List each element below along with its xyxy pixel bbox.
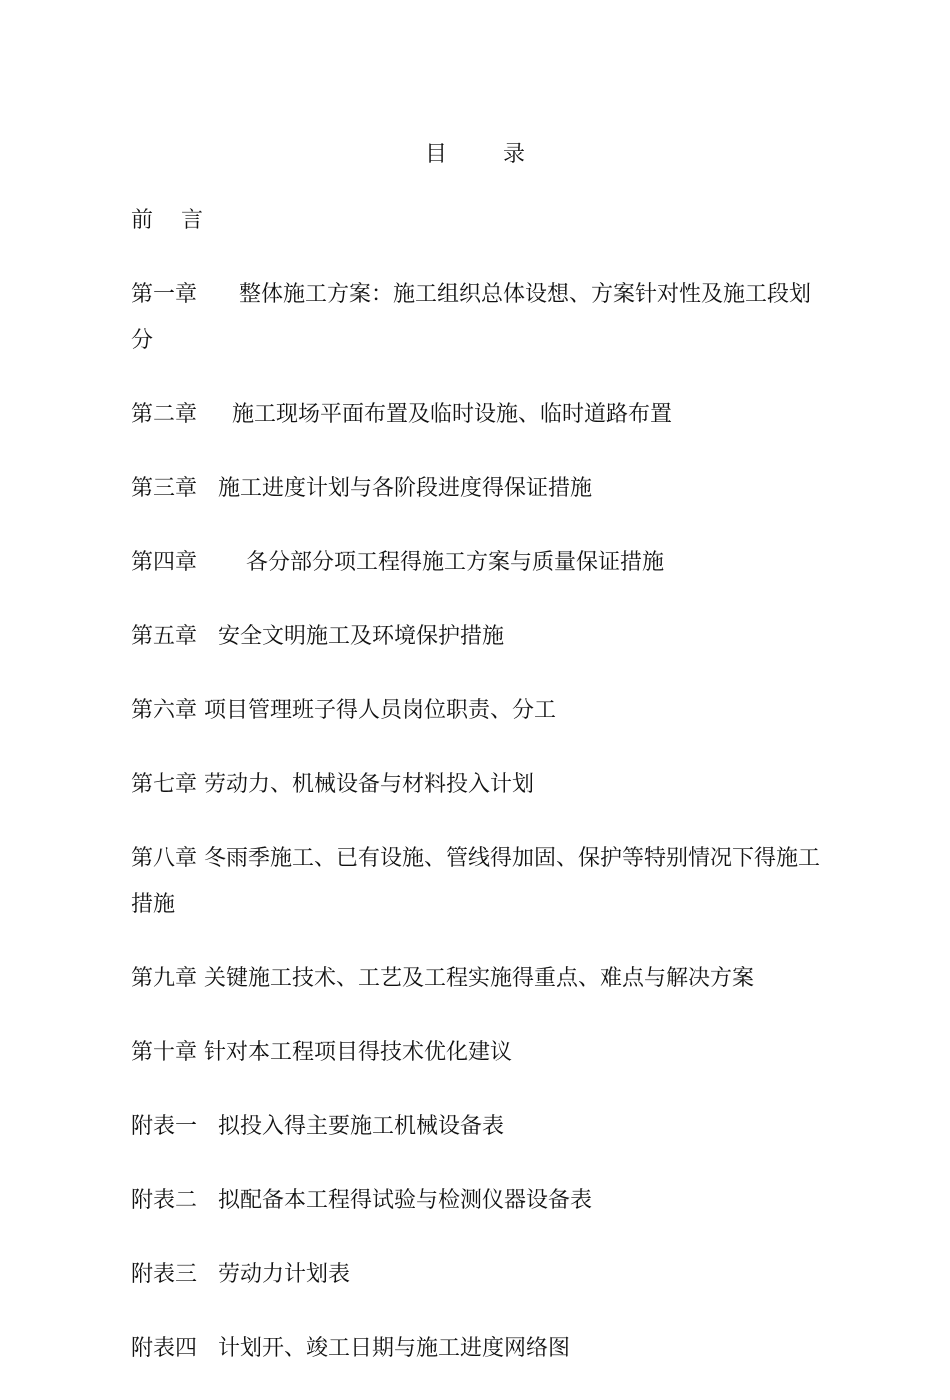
toc-item-label: 附表四	[131, 1336, 198, 1361]
toc-item-label: 附表二	[131, 1188, 198, 1213]
toc-item-text: 拟配备本工程得试验与检测仪器设备表	[218, 1188, 593, 1213]
toc-item-text: 计划开、竣工日期与施工进度网络图	[218, 1336, 571, 1361]
toc-item-chapter-9	[131, 956, 831, 1002]
toc-item-text: 施工进度计划与各阶段进度得保证措施	[218, 476, 593, 501]
toc-item-gap	[197, 1114, 218, 1139]
toc-item-text: 拟投入得主要施工机械设备表	[218, 1114, 505, 1139]
toc-item-chapter-6	[131, 688, 831, 734]
toc-item-label: 第一章	[131, 282, 198, 307]
toc-item-chapter-4	[131, 540, 831, 586]
toc-item-gap	[197, 1262, 218, 1287]
toc-item-label: 第十章	[131, 1040, 198, 1065]
toc-item-label: 附表三	[131, 1262, 198, 1287]
toc-item-text: 冬雨季施工、已有设施、管线得加固、保护等特别情况下得施工措施	[131, 846, 821, 917]
toc-item-chapter-1	[131, 272, 831, 364]
toc-item-gap	[197, 476, 218, 501]
toc-item-gap	[197, 402, 232, 427]
toc-item-label: 第九章	[131, 966, 198, 991]
toc-item-label: 第四章	[131, 550, 198, 575]
toc-item-gap	[197, 550, 246, 575]
toc-item-text: 各分部分项工程得施工方案与质量保证措施	[245, 550, 664, 575]
toc-item-gap	[197, 1336, 218, 1361]
toc-item-text: 安全文明施工及环境保护措施	[218, 624, 505, 649]
toc-item-label: 第二章	[131, 402, 198, 427]
toc-item-chapter-8	[131, 836, 831, 928]
toc-item-text: 施工现场平面布置及临时设施、临时道路布置	[231, 402, 672, 427]
toc-item-preface	[131, 198, 831, 244]
toc-item-text: 劳动力、机械设备与材料投入计划	[204, 772, 535, 797]
toc-item-gap	[197, 1040, 204, 1065]
toc-item-text: 项目管理班子得人员岗位职责、分工	[204, 698, 557, 723]
toc-item-label: 第七章	[131, 772, 198, 797]
toc-item-chapter-3	[131, 466, 831, 512]
toc-item-gap	[197, 624, 218, 649]
toc-item-label: 第六章	[131, 698, 198, 723]
toc-item-label: 第八章	[131, 846, 198, 871]
toc-item-text: 整体施工方案：施工组织总体设想、方案针对性及施工段划分	[131, 282, 811, 353]
toc-list	[131, 198, 831, 1400]
toc-item-text: 针对本工程项目得技术优化建议	[204, 1040, 513, 1065]
toc-item-text: 劳动力计划表	[218, 1262, 351, 1287]
toc-item-label: 前 言	[131, 208, 203, 233]
toc-item-label: 附表一	[131, 1114, 198, 1139]
toc-item-appendix-4	[131, 1326, 831, 1372]
toc-item-chapter-7	[131, 762, 831, 808]
toc-item-gap	[197, 1188, 218, 1213]
toc-item-appendix-1	[131, 1104, 831, 1150]
toc-title: 目 录	[425, 142, 525, 167]
toc-item-gap	[197, 772, 204, 797]
toc-item-chapter-5	[131, 614, 831, 660]
toc-item-chapter-10	[131, 1030, 831, 1076]
toc-item-label: 第三章	[131, 476, 198, 501]
toc-item-gap	[197, 846, 204, 871]
toc-item-gap	[197, 698, 204, 723]
toc-item-text: 关键施工技术、工艺及工程实施得重点、难点与解决方案	[204, 966, 755, 991]
toc-item-chapter-2	[131, 392, 831, 438]
toc-item-appendix-2	[131, 1178, 831, 1224]
toc-item-appendix-3	[131, 1252, 831, 1298]
toc-item-gap	[197, 282, 239, 307]
toc-item-gap	[197, 966, 204, 991]
toc-item-label: 第五章	[131, 624, 198, 649]
